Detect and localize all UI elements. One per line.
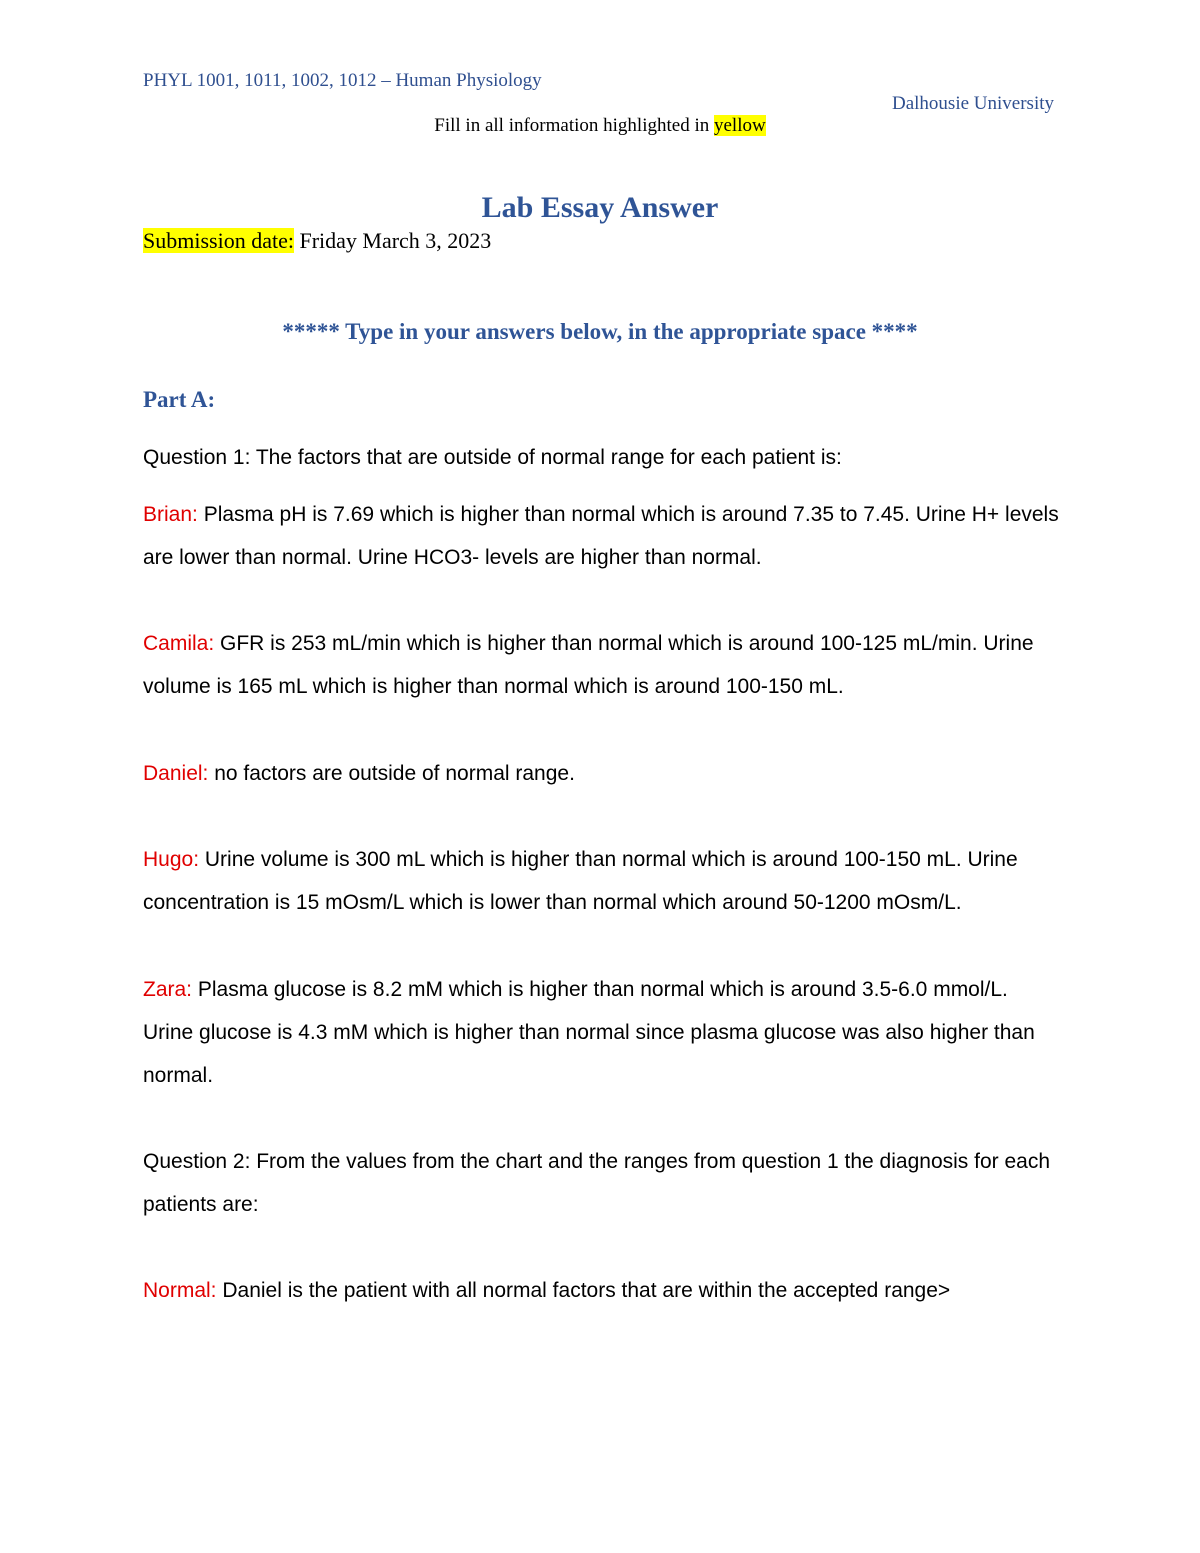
patient-camila xyxy=(143,622,1063,708)
question-1: Question 1: The factors that are outside of normal range for each patient is: xyxy=(143,446,842,469)
patient-name: Daniel: xyxy=(143,762,209,785)
patient-daniel xyxy=(143,752,1063,795)
instruction-highlight: yellow xyxy=(713,115,766,136)
part-a-heading: Part A: xyxy=(143,387,216,412)
diagnosis-text: Daniel is the patient with all normal factors that are within the accepted range> xyxy=(216,1279,951,1302)
diagnosis-label: Normal: xyxy=(143,1279,217,1302)
patient-findings: Plasma pH is 7.69 which is higher than normal which is around 7.35 to 7.45. Urine H+ levels are lower than normal. Urine HCO3- levels are higher than normal. xyxy=(143,503,1059,569)
university-name: Dalhousie University xyxy=(892,93,1055,114)
patient-hugo xyxy=(143,838,1063,924)
diagnosis-normal xyxy=(143,1269,1063,1312)
patient-name: Brian: xyxy=(143,503,198,526)
patient-name: Zara: xyxy=(143,978,193,1001)
question-2: Question 2: From the values from the chart and the ranges from question 1 the diagnosis for each patients are: xyxy=(143,1150,1050,1216)
patient-name: Camila: xyxy=(143,632,215,655)
patient-findings: no factors are outside of normal range. xyxy=(208,762,575,785)
patient-findings: Plasma glucose is 8.2 mM which is higher than normal which is around 3.5-6.0 mmol/L. Urine glucose is 4.3 mM which is higher than normal since plasma glucose was also higher than normal. xyxy=(143,978,1035,1087)
instructions-line xyxy=(0,115,1200,137)
submission-date xyxy=(143,228,491,254)
patient-brian xyxy=(143,493,1063,579)
course-header: PHYL 1001, 1011, 1002, 1012 – Human Physiology xyxy=(143,70,542,91)
patient-findings: GFR is 253 mL/min which is higher than normal which is around 100-125 mL/min. Urine volume is 165 mL which is higher than normal which is around 100-150 mL. xyxy=(143,632,1034,698)
patient-name: Hugo: xyxy=(143,848,200,871)
instruction-text: Fill in all information highlighted in xyxy=(434,115,714,136)
answers-banner: ***** Type in your answers below, in the appropriate space **** xyxy=(282,319,918,344)
page-title: Lab Essay Answer xyxy=(481,191,719,224)
patient-zara xyxy=(143,968,1063,1097)
submission-label: Submission date: xyxy=(143,228,294,253)
patient-findings: Urine volume is 300 mL which is higher than normal which is around 100-150 mL. Urine concentration is 15 mOsm/L which is lower than normal which around 50-1200 mOsm/L. xyxy=(143,848,1018,914)
submission-value: Friday March 3, 2023 xyxy=(293,228,492,253)
